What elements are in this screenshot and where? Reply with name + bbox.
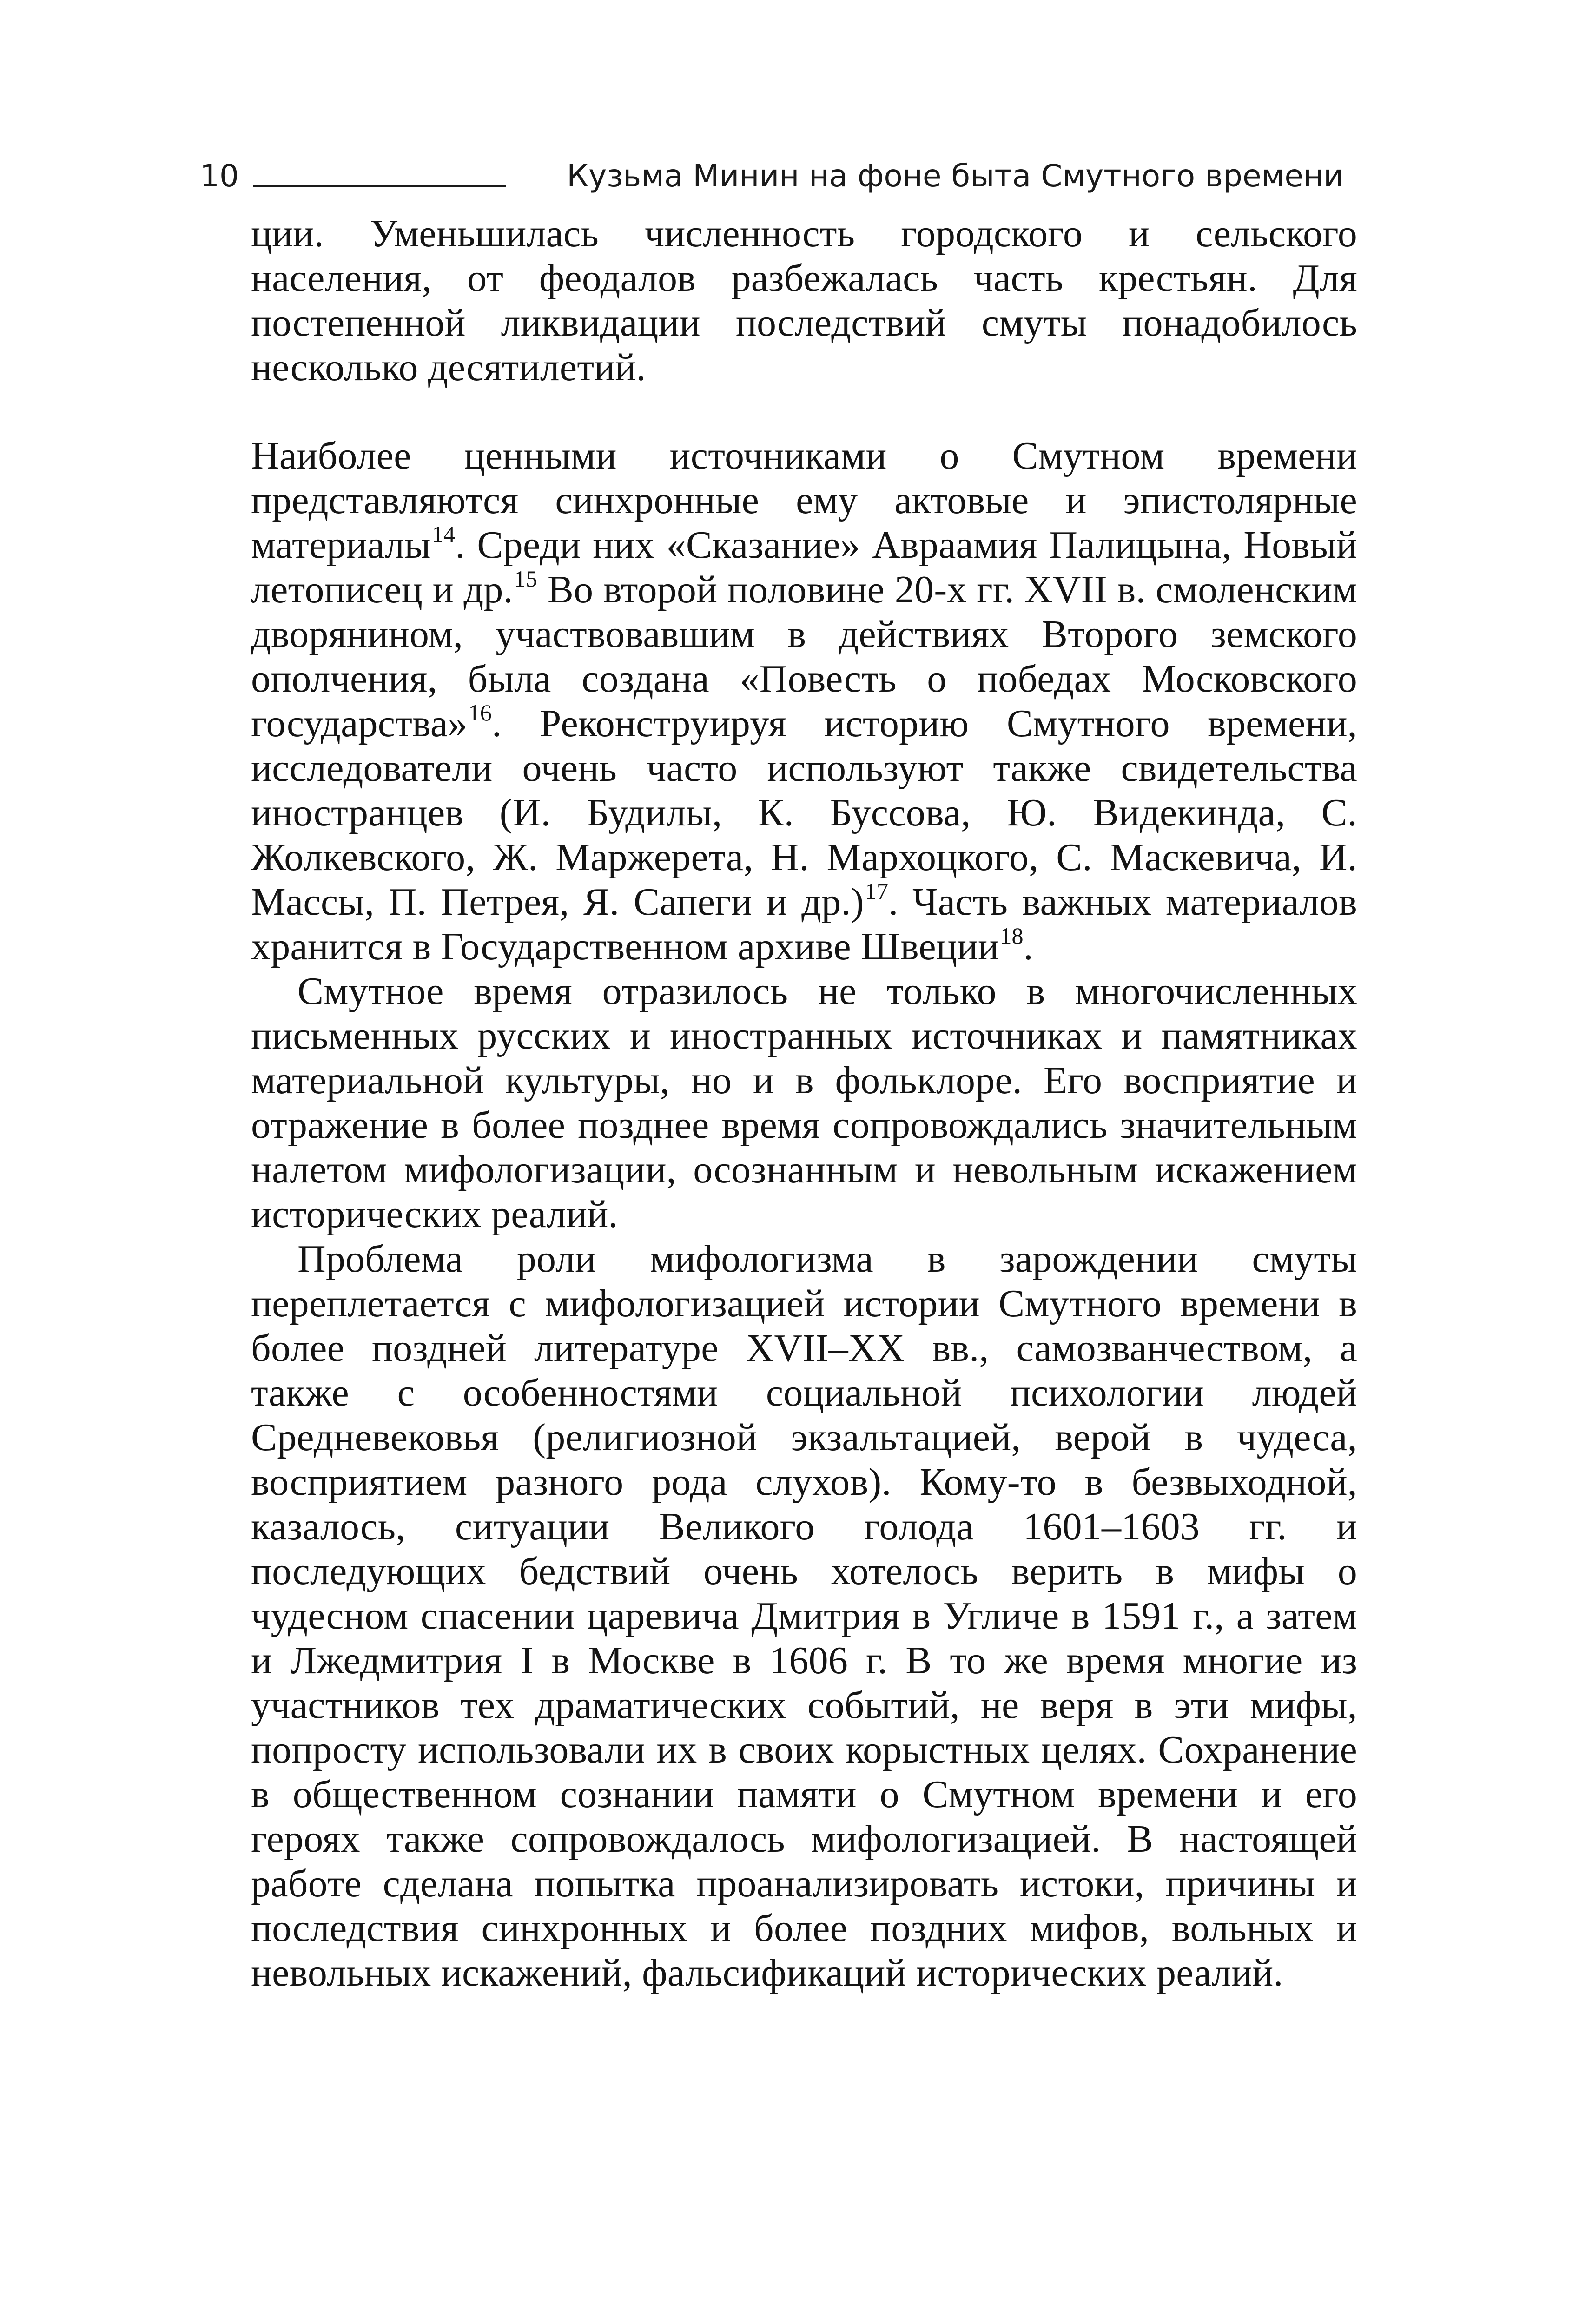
running-title: Кузьма Минин на фоне быта Смутного времени	[567, 158, 1343, 194]
footnote-ref-16[interactable]: 16	[468, 700, 492, 726]
footnote-ref-17[interactable]: 17	[865, 878, 889, 904]
paragraph-sources	[251, 434, 1357, 969]
paragraph-continuation: ции. Уменьшилась численность городского и сельского населения, от феодалов разбежалась часть крестьян. Для постепенной ликвидации последствий смуты понадобилось несколько десятилетий.	[251, 212, 1357, 389]
footnote-ref-18[interactable]: 18	[1000, 923, 1024, 949]
text-segment: Наиболее ценными источниками о Смутном времени представляются синхронные ему актовые и эпистолярные материалы	[251, 434, 1357, 567]
running-header	[200, 150, 1343, 194]
paragraph-mythologism: Проблема роли мифологизма в зарождении смуты переплетается с мифологизацией истории Смутного времени в более поздней литературе XVII–XX вв., самозванчеством, а также с особенностями социальной психологии людей Средневековья (религиозной экзальтацией, верой в чудеса, восприятием разного рода слухов). Кому-то в безвыходной, казалось, ситуации Великого голода 1601–1603 гг. и последующих бедствий очень хотелось верить в мифы о чудесном спасении царевича Дмитрия в Угличе в 1591 г., а затем и Лжедмитрия I в Москве в 1606 г. В то же время многие из участников тех драматических событий, не веря в эти мифы, попросту использовали их в своих корыстных целях. Сохранение в общественном сознании памяти о Смутном времени и его героях также сопровождалось мифологизацией. В настоящей работе сделана попытка проанализировать истоки, причины и последствия синхронных и более поздних мифов, вольных и невольных искажений, фальсификаций исторических реалий.	[251, 1237, 1357, 1994]
body-text	[251, 211, 1357, 1995]
header-rule	[253, 185, 506, 187]
paragraph-folklore: Смутное время отразилось не только в многочисленных письменных русских и иностранных источниках и памятниках материальной культуры, но и в фольклоре. Его восприятие и отражение в более позднее время сопровождались значительным налетом мифологизации, осознанным и невольным искажением исторических реалий.	[251, 970, 1357, 1236]
page-number: 10	[200, 158, 239, 194]
footnote-ref-14[interactable]: 14	[431, 521, 456, 547]
text-segment: . Реконструируя историю Смутного времени, исследователи очень часто используют также свидетельства иностранцев (И. Будилы, К. Буссова, Ю. Видекинда, С. Жолкевского, Ж. Маржерета, Н. Мархоцкого, С. Маскевича, И. Массы, П. Петрея, Я. Сапеги и др.)	[251, 702, 1357, 924]
footnote-ref-15[interactable]: 15	[514, 566, 538, 592]
text-segment: Во второй половине 20-х гг. XVII в. смоленским дворянином, участвовавшим в действиях Второго земского ополчения, была создана «Повесть о победах Московского государства»	[251, 568, 1357, 745]
text-segment: . Часть важных материалов хранится в Государственном архиве Швеции	[251, 880, 1357, 968]
text-segment: . Среди них «Сказание» Авраамия Палицына, Новый летописец и др.	[251, 523, 1357, 611]
text-segment: .	[1023, 925, 1033, 968]
